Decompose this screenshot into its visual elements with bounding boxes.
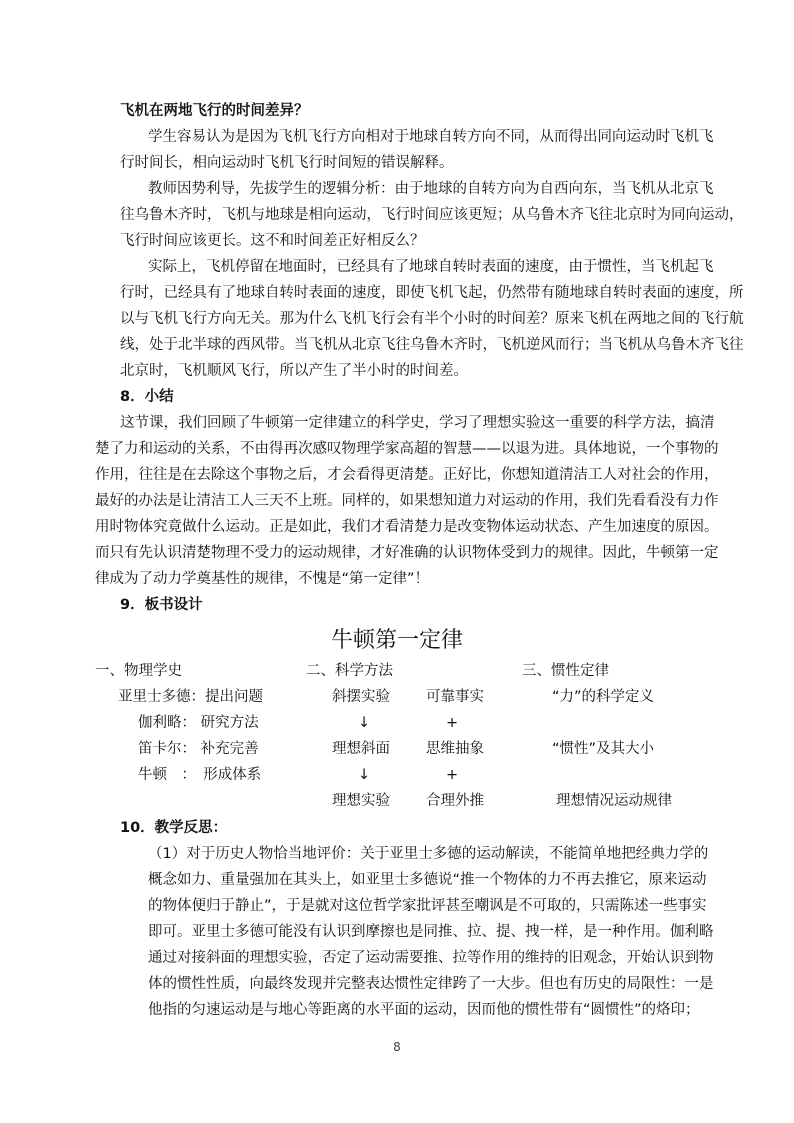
text-line: 往乌鲁木齐时，飞机与地球是相向运动，飞行时间应该更短；从乌鲁木齐飞往北京时为同向运动， — [120, 207, 744, 223]
text-line: 行时间长，相向运动时飞机飞行时间短的错误解释。 — [120, 155, 454, 171]
text-line: 通过对接斜面的理想实验，否定了运动需要推、拉等作用的维持的旧观念，开始认识到物 — [148, 950, 714, 966]
board-cell: 斜摆实验 — [332, 689, 390, 705]
plus-sign: + — [446, 767, 459, 783]
board-cell: 理想斜面 — [332, 741, 390, 757]
board-cell: 理想情况运动规律 — [556, 793, 672, 809]
text-line: 行时，已经具有了地球自转时表面的速度，即使飞机飞起，仍然带有随地球自转时表面的速度，所 — [120, 285, 744, 301]
text-line: 飞机在两地飞行的时间差异？ — [120, 103, 309, 119]
text-line: 实际上，飞机停留在地面时，已经具有了地球自转时表面的速度，由于惯性，当飞机起飞 — [148, 259, 714, 275]
board-col3-heading: 三、惯性定律 — [522, 663, 609, 679]
text-line: 概念如力、重量强加在其头上，如亚里士多德说“推一个物体的力不再去推它，原来运动 — [148, 872, 707, 888]
board-cell: 伽利略： 研究方法 — [138, 715, 259, 731]
text-line: 体的惯性性质，向最终发现并完整表达惯性定律跨了一大步。但也有历史的局限性：一是 — [148, 976, 714, 992]
text-line: 即可。亚里士多德可能没有认识到摩擦也是同推、拉、提、拽一样，是一种作用。伽利略 — [148, 924, 714, 940]
text-line: 北京时，飞机顺风飞行，所以产生了半小时的时间差。 — [120, 363, 468, 379]
board-cell: 牛顿 ： 形成体系 — [138, 767, 262, 783]
text-line: 飞行时间应该更长。这不和时间差正好相反么？ — [120, 233, 425, 249]
section-heading: 10．教学反思： — [120, 820, 228, 836]
text-line: 线，处于北半球的西风带。当飞机从北京飞往乌鲁木齐时，飞机逆风而行；当飞机从乌鲁木齐飞往 — [120, 337, 744, 353]
board-cell: “力”的科学定义 — [552, 689, 655, 705]
text-line: 用时物体究竟做什么运动。正是如此，我们才看清楚力是改变物体运动状态、产生加速度的原因。 — [95, 519, 719, 535]
down-arrow: ↓ — [358, 767, 371, 783]
board-cell: “惯性”及其大小 — [552, 741, 655, 757]
text-line: 楚了力和运动的关系，不由得再次感叹物理学家高超的智慧——以退为进。具体地说，一个事物的 — [95, 441, 719, 457]
board-cell: 亚里士多德：提出问题 — [118, 689, 263, 705]
down-arrow: ↓ — [358, 715, 371, 731]
board-col1-heading: 一、物理学史 — [95, 663, 182, 679]
board-title: 牛顿第一定律 — [330, 628, 463, 653]
board-cell: 可靠事实 — [426, 689, 484, 705]
text-line: 以与飞机飞行方向无关。那为什么飞机飞行会有半个小时的时间差？原来飞机在两地之间的飞行航 — [120, 311, 744, 327]
board-cell: 合理外推 — [426, 793, 484, 809]
text-line: 律成为了动力学奠基性的规律，不愧是“第一定律”！ — [95, 571, 430, 587]
text-line: 而只有先认识清楚物理不受力的运动规律，才好准确的认识物体受到力的规律。因此，牛顿第一定 — [95, 545, 719, 561]
section-heading: 9．板书设计 — [120, 597, 203, 613]
section-heading: 8．小结 — [120, 389, 174, 405]
board-cell: 思维抽象 — [426, 741, 484, 757]
text-line: 作用，往往是在去除这个事物之后，才会看得更清楚。正好比，你想知道清洁工人对社会的作用， — [95, 467, 719, 483]
text-line: 他指的匀速运动是与地心等距离的水平面的运动，因而他的惯性带有“圆惯性”的烙印； — [148, 1002, 700, 1018]
board-cell: 理想实验 — [332, 793, 390, 809]
plus-sign: + — [446, 715, 459, 731]
text-line: 教师因势利导，先拔学生的逻辑分析：由于地球的自转方向为自西向东，当飞机从北京飞 — [148, 181, 714, 197]
text-line: 的物体便归于静止”，于是就对这位哲学家批评甚至嘲讽是不可取的，只需陈述一些事实 — [148, 898, 707, 914]
board-col2-heading: 二、科学方法 — [306, 663, 393, 679]
board-cell: 笛卡尔： 补充完善 — [138, 741, 259, 757]
text-line: 学生容易认为是因为飞机飞行方向相对于地球自转方向不同，从而得出同向运动时飞机飞 — [148, 129, 714, 145]
page-number: 8 — [393, 1040, 401, 1054]
text-line: 这节课，我们回顾了牛顿第一定律建立的科学史，学习了理想实验这一重要的科学方法，搞清 — [120, 415, 715, 431]
text-line: 最好的办法是让清洁工人三天不上班。同样的，如果想知道力对运动的作用，我们先看看没有力作 — [95, 493, 719, 509]
text-line: （1）对于历史人物恰当地评价：关于亚里士多德的运动解读，不能简单地把经典力学的 — [148, 846, 709, 862]
